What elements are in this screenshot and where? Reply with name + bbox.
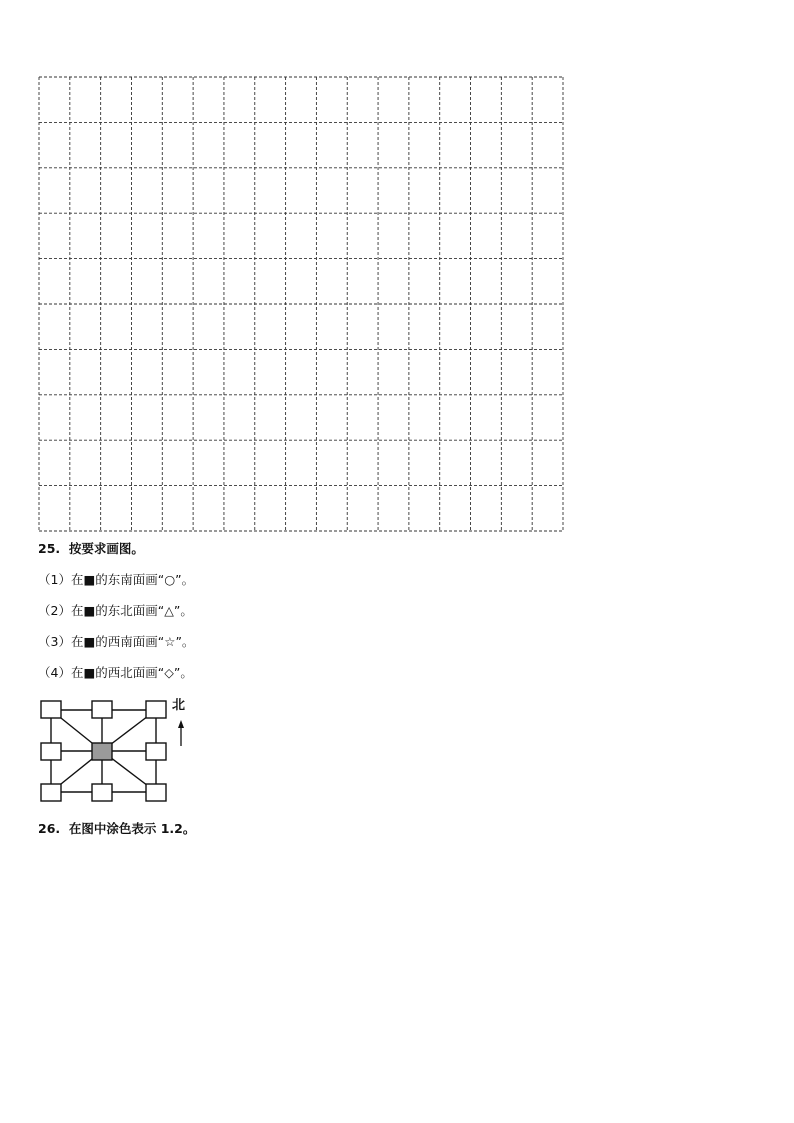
writing-grid xyxy=(38,76,564,532)
item-number: （2） xyxy=(38,603,71,618)
box-southwest xyxy=(41,784,61,801)
box-northwest xyxy=(41,701,61,718)
direction-map xyxy=(38,698,188,806)
question-26-text: 在图中涂色表示 1.2。 xyxy=(68,821,196,836)
item-text: 在■的西南面画“☆”。 xyxy=(70,634,195,649)
question-26-number: 26. xyxy=(38,821,61,836)
box-west xyxy=(41,743,61,760)
item-number: （1） xyxy=(38,572,71,587)
item-text: 在■的东北面画“△”。 xyxy=(70,603,193,618)
question-25 xyxy=(38,541,144,557)
item-number: （4） xyxy=(38,665,71,680)
item-text: 在■的西北面画“◇”。 xyxy=(70,665,193,680)
box-east xyxy=(146,743,166,760)
question-25-number: 25. xyxy=(38,541,61,556)
question-25-item-4 xyxy=(38,665,193,681)
box-north xyxy=(92,701,112,718)
box-center xyxy=(92,743,112,760)
box-northeast xyxy=(146,701,166,718)
item-number: （3） xyxy=(38,634,71,649)
question-26 xyxy=(38,821,195,837)
question-25-item-2 xyxy=(38,603,193,619)
box-southeast xyxy=(146,784,166,801)
question-25-text: 按要求画图。 xyxy=(68,541,144,556)
north-label: 北 xyxy=(172,698,186,713)
item-text: 在■的东南面画“○”。 xyxy=(70,572,195,587)
question-25-item-1 xyxy=(38,572,194,588)
question-25-item-3 xyxy=(38,634,194,650)
north-arrow-icon xyxy=(178,720,184,746)
box-south xyxy=(92,784,112,801)
